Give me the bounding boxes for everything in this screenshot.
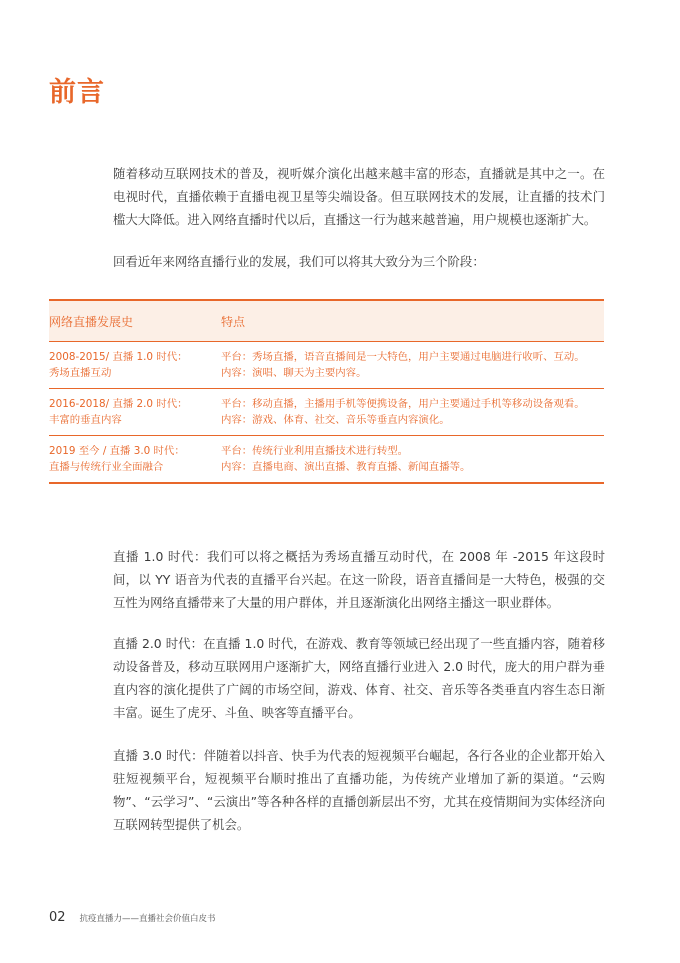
features-cell	[221, 397, 604, 428]
page-footer	[49, 910, 216, 925]
stages-lead-paragraph: 回看近年来网络直播行业的发展，我们可以将其大致分为三个阶段：	[113, 254, 485, 269]
intro-paragraph: 随着移动互联网技术的普及，视听媒介演化出越来越丰富的形态，直播就是其中之一。在电视时代，直播依赖于直播电视卫星等尖端设备。但互联网技术的发展，让直播的技术门槛大大降低。进入网络直播时代以后，直播这一行为越来越普遍，用户规模也逐渐扩大。	[113, 166, 605, 227]
era-period: 2016-2018/ 直播 2.0 时代：	[49, 398, 188, 410]
feature-content: 内容：游戏、体育、社交、音乐等垂直内容演化。	[221, 413, 450, 426]
era-period: 2019 至今 / 直播 3.0 时代：	[49, 445, 185, 457]
era-theme: 丰富的垂直内容	[49, 413, 122, 426]
live-streaming-history-table	[49, 299, 604, 484]
era-theme: 秀场直播互动	[49, 366, 112, 379]
table-row	[49, 436, 604, 482]
era-1-paragraph: 直播 1.0 时代：我们可以将之概括为秀场直播互动时代，在 2008 年 -2015 年这段时间，以 YY 语音为代表的直播平台兴起。在这一阶段，语音直播间是一大特色，极强的交互性为网络直播带来了大量的用户群体，并且逐渐演化出网络主播这一职业群体。	[113, 549, 605, 610]
era-cell	[49, 444, 221, 475]
header-history: 网络直播发展史	[49, 314, 134, 329]
document-title: 抗疫直播力——直播社会价值白皮书	[79, 914, 216, 924]
page-title: 前言	[49, 77, 105, 108]
era-3-paragraph: 直播 3.0 时代：伴随着以抖音、快手为代表的短视频平台崛起，各行各业的企业都开始入驻短视频平台，短视频平台顺时推出了直播功能，为传统产业增加了新的渠道。“云购物”、“云学习”、“云演出”等各种各样的直播创新层出不穷，尤其在疫情期间为实体经济向互联网转型提供了机会。	[113, 748, 605, 832]
page-number: 02	[49, 910, 66, 925]
era-2-paragraph: 直播 2.0 时代：在直播 1.0 时代，在游戏、教育等领域已经出现了一些直播内容，随着移动设备普及，移动互联网用户逐渐扩大，网络直播行业进入 2.0 时代，庞大的用户群为垂直内容的演化提供了广阔的市场空间，游戏、体育、社交、音乐等各类垂直内容生态日渐丰富。诞生了虎牙、斗鱼、映客等直播平台。	[113, 636, 605, 720]
era-period: 2008-2015/ 直播 1.0 时代：	[49, 351, 188, 363]
feature-platform: 平台：移动直播，主播用手机等便携设备，用户主要通过手机等移动设备观看。	[221, 398, 585, 410]
table-row	[49, 389, 604, 436]
features-cell	[221, 350, 604, 381]
feature-content: 内容：演唱、聊天为主要内容。	[221, 366, 367, 379]
feature-platform: 平台：秀场直播，语音直播间是一大特色，用户主要通过电脑进行收听、互动。	[221, 351, 585, 363]
era-cell	[49, 397, 221, 428]
table-header	[49, 301, 604, 342]
era-cell	[49, 350, 221, 381]
header-features: 特点	[221, 314, 246, 329]
feature-content: 内容：直播电商、演出直播、教育直播、新闻直播等。	[221, 460, 471, 473]
feature-platform: 平台：传统行业利用直播技术进行转型。	[221, 445, 409, 457]
features-cell	[221, 444, 604, 475]
table-row	[49, 342, 604, 389]
era-theme: 直播与传统行业全面融合	[49, 460, 164, 473]
